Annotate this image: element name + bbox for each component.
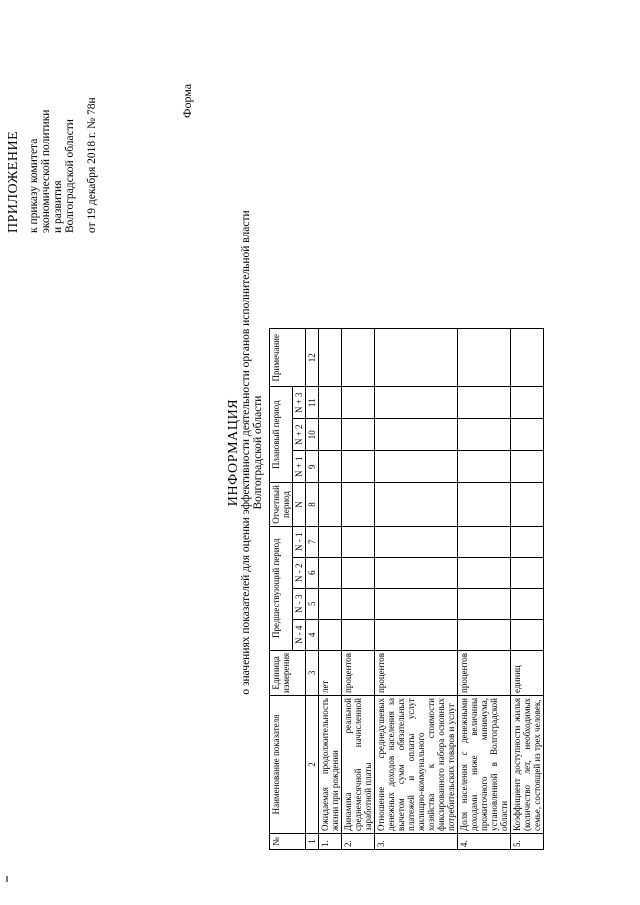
column-number: 3 bbox=[306, 650, 319, 695]
indicator-unit: процентов bbox=[342, 650, 375, 695]
row-number: 3. bbox=[375, 834, 458, 850]
table-row bbox=[342, 329, 375, 850]
indicator-unit: лет bbox=[319, 650, 342, 695]
scan-artifact bbox=[6, 876, 8, 882]
heading-line-2: Волгоградской области bbox=[252, 395, 264, 510]
appendix-line: к приказу комитета bbox=[28, 138, 40, 233]
header-planned-period: Плановый период bbox=[270, 387, 293, 483]
header-note: Примечание bbox=[270, 329, 306, 387]
indicator-name: Ожидаемая продолжительность жизни при рождении bbox=[319, 696, 342, 834]
appendix-date: от 19 декабря 2018 г. № 78н bbox=[86, 97, 98, 233]
column-number: 8 bbox=[306, 483, 319, 527]
indicator-unit: процентов bbox=[458, 650, 511, 695]
indicator-name: Коэффициент доступности жилья (количество лет, необходимых семье, состоящей из трех человек, bbox=[511, 696, 544, 834]
header-unit: Единица измерения bbox=[270, 650, 306, 695]
column-number: 10 bbox=[306, 419, 319, 451]
form-label: Форма bbox=[180, 83, 194, 118]
column-number-row bbox=[306, 329, 319, 850]
header-year: N + 1 bbox=[293, 451, 306, 483]
table-row bbox=[375, 329, 458, 850]
appendix-line: Волгоградской области bbox=[64, 119, 76, 233]
appendix-block bbox=[8, 53, 98, 233]
column-number: 5 bbox=[306, 588, 319, 619]
indicator-unit: процентов bbox=[375, 650, 458, 695]
indicator-name: Доля населения с денежными доходами ниже величины прожиточного минимума, установленной в Волгоградской области bbox=[458, 696, 511, 834]
header-year: N + 2 bbox=[293, 419, 306, 451]
column-number: 9 bbox=[306, 451, 319, 483]
column-number: 1 bbox=[306, 834, 319, 850]
heading-line-1: о значениях показателей для оценки эффективности деятельности органов исполнительной власти bbox=[240, 210, 252, 695]
header-year: N - 2 bbox=[293, 557, 306, 588]
column-number: 11 bbox=[306, 387, 319, 419]
appendix-line: экономической политики bbox=[40, 109, 52, 233]
table-row bbox=[319, 329, 342, 850]
indicator-name: Динамика реальной среднемесячной начисленной заработной платы bbox=[342, 696, 375, 834]
row-number: 1. bbox=[319, 834, 342, 850]
header-num: № bbox=[270, 834, 306, 850]
header-year: N - 3 bbox=[293, 588, 306, 619]
column-number: 4 bbox=[306, 619, 319, 650]
indicator-unit: единиц bbox=[511, 650, 544, 695]
row-number: 4. bbox=[458, 834, 511, 850]
column-number: 12 bbox=[306, 329, 319, 387]
header-reporting-period: Отчетный период bbox=[270, 483, 293, 527]
document-heading bbox=[228, 0, 264, 905]
table-row bbox=[511, 329, 544, 850]
indicator-name: Отношение среднедушевых денежных доходов населения за вычетом сумм обязательных платежей и оплаты услуг жилищно-коммунального хозяйства к стоимости фиксированного набора основных потребительских товаров и услуг bbox=[375, 696, 458, 834]
indicators-table bbox=[269, 328, 544, 850]
column-number: 7 bbox=[306, 526, 319, 557]
column-number: 6 bbox=[306, 557, 319, 588]
heading-title: ИНФОРМАЦИЯ bbox=[226, 398, 241, 507]
header-name: Наименование показателя bbox=[270, 696, 306, 834]
appendix-title: ПРИЛОЖЕНИЕ bbox=[6, 130, 21, 233]
table-header-row bbox=[270, 329, 293, 850]
indicators-table-wrap bbox=[269, 328, 544, 850]
header-year: N bbox=[293, 483, 306, 527]
appendix-line: и развития bbox=[52, 180, 64, 233]
row-number: 5. bbox=[511, 834, 544, 850]
table-row bbox=[458, 329, 511, 850]
row-number: 2. bbox=[342, 834, 375, 850]
header-year: N - 1 bbox=[293, 526, 306, 557]
header-year: N + 3 bbox=[293, 387, 306, 419]
column-number: 2 bbox=[306, 696, 319, 834]
header-year: N - 4 bbox=[293, 619, 306, 650]
header-previous-period: Предшествующий период bbox=[270, 526, 293, 650]
